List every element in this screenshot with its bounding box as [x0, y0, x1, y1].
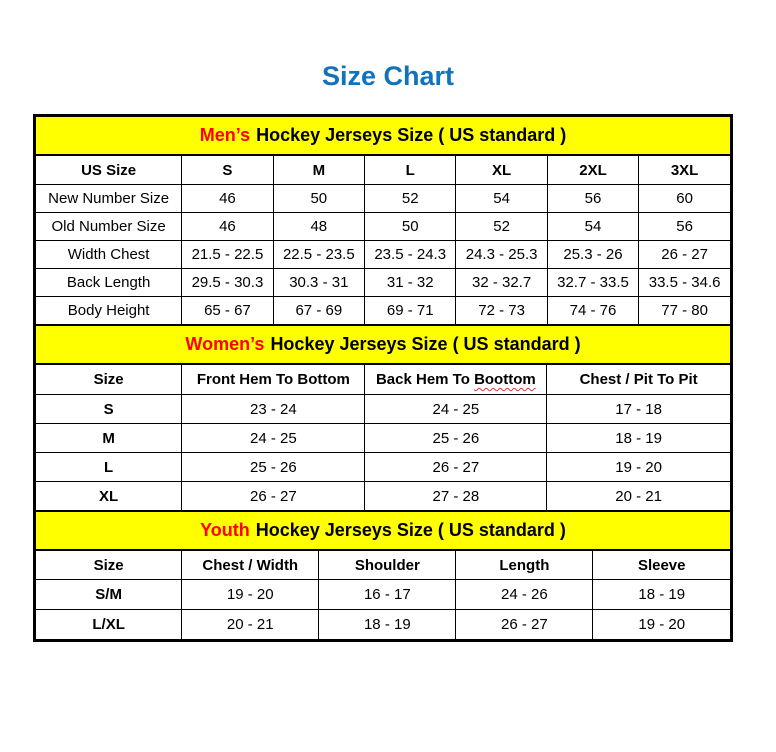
table-cell: 29.5 - 30.3 [182, 269, 273, 297]
table-cell: 24 - 26 [456, 580, 593, 610]
size-chart [33, 114, 733, 642]
column-header: Chest / Pit To Pit [547, 365, 730, 395]
table-cell: 54 [547, 213, 638, 241]
table-cell: 52 [456, 213, 547, 241]
column-header: Shoulder [319, 551, 456, 580]
mens-size-table [36, 156, 730, 324]
table-cell: 65 - 67 [182, 297, 273, 325]
womens-size-table [36, 365, 730, 510]
table-cell: 23 - 24 [182, 395, 365, 424]
column-header: 2XL [547, 156, 638, 185]
row-label: L [36, 453, 182, 482]
table-cell: 46 [182, 185, 273, 213]
table-cell: 26 - 27 [365, 453, 547, 482]
column-header-text: Back Hem To [375, 371, 470, 388]
column-header: M [273, 156, 364, 185]
table-cell: 60 [639, 185, 730, 213]
table-row [36, 610, 730, 640]
mens-section-title: Hockey Jerseys Size ( US standard ) [256, 125, 567, 145]
table-cell: 32 - 32.7 [456, 269, 547, 297]
row-label: S/M [36, 580, 182, 610]
table-header-row [36, 551, 730, 580]
womens-section-highlight: Women’s [185, 334, 265, 354]
column-header: US Size [36, 156, 182, 185]
row-label: L/XL [36, 610, 182, 640]
row-label: New Number Size [36, 185, 182, 213]
table-cell: 26 - 27 [182, 482, 365, 511]
table-row [36, 482, 730, 511]
table-cell: 22.5 - 23.5 [273, 241, 364, 269]
column-header: Sleeve [593, 551, 730, 580]
row-label: Old Number Size [36, 213, 182, 241]
table-cell: 20 - 21 [182, 610, 319, 640]
table-cell: 19 - 20 [593, 610, 730, 640]
column-header: L [365, 156, 456, 185]
table-header-row [36, 156, 730, 185]
row-label: S [36, 395, 182, 424]
table-row [36, 269, 730, 297]
table-cell: 16 - 17 [319, 580, 456, 610]
table-cell: 77 - 80 [639, 297, 730, 325]
table-row [36, 241, 730, 269]
table-cell: 50 [365, 213, 456, 241]
table-cell: 30.3 - 31 [273, 269, 364, 297]
table-cell: 48 [273, 213, 364, 241]
table-cell: 23.5 - 24.3 [365, 241, 456, 269]
column-header: 3XL [639, 156, 730, 185]
womens-section-title: Hockey Jerseys Size ( US standard ) [270, 334, 581, 354]
table-cell: 24 - 25 [182, 424, 365, 453]
table-cell: 24 - 25 [365, 395, 547, 424]
youth-section-highlight: Youth [200, 520, 250, 540]
table-cell: 46 [182, 213, 273, 241]
row-label: M [36, 424, 182, 453]
column-header: Length [456, 551, 593, 580]
youth-size-table [36, 551, 730, 639]
table-cell: 56 [639, 213, 730, 241]
table-header-row [36, 365, 730, 395]
misspelled-word: Boottom [474, 371, 536, 388]
table-cell: 74 - 76 [547, 297, 638, 325]
table-cell: 19 - 20 [182, 580, 319, 610]
row-label: XL [36, 482, 182, 511]
table-cell: 72 - 73 [456, 297, 547, 325]
table-row [36, 453, 730, 482]
table-cell: 26 - 27 [639, 241, 730, 269]
table-cell: 21.5 - 22.5 [182, 241, 273, 269]
column-header: Size [36, 365, 182, 395]
row-label: Width Chest [36, 241, 182, 269]
row-label: Body Height [36, 297, 182, 325]
table-cell: 24.3 - 25.3 [456, 241, 547, 269]
table-cell: 50 [273, 185, 364, 213]
table-cell: 20 - 21 [547, 482, 730, 511]
table-cell: 54 [456, 185, 547, 213]
womens-section-header [36, 324, 730, 365]
table-cell: 25 - 26 [365, 424, 547, 453]
column-header: S [182, 156, 273, 185]
table-row [36, 185, 730, 213]
table-cell: 17 - 18 [547, 395, 730, 424]
table-cell: 18 - 19 [547, 424, 730, 453]
table-cell: 18 - 19 [319, 610, 456, 640]
table-row [36, 395, 730, 424]
table-cell: 33.5 - 34.6 [639, 269, 730, 297]
table-cell: 69 - 71 [365, 297, 456, 325]
column-header: Size [36, 551, 182, 580]
table-cell: 25.3 - 26 [547, 241, 638, 269]
table-cell: 27 - 28 [365, 482, 547, 511]
column-header: Chest / Width [182, 551, 319, 580]
table-cell: 67 - 69 [273, 297, 364, 325]
column-header: Front Hem To Bottom [182, 365, 365, 395]
table-row [36, 213, 730, 241]
table-cell: 56 [547, 185, 638, 213]
table-row [36, 297, 730, 325]
table-cell: 31 - 32 [365, 269, 456, 297]
table-row [36, 580, 730, 610]
table-cell: 18 - 19 [593, 580, 730, 610]
column-header [365, 365, 547, 395]
table-cell: 52 [365, 185, 456, 213]
row-label: Back Length [36, 269, 182, 297]
mens-section-highlight: Men’s [199, 125, 251, 145]
table-cell: 32.7 - 33.5 [547, 269, 638, 297]
table-cell: 25 - 26 [182, 453, 365, 482]
page-title: Size Chart [321, 61, 455, 91]
table-cell: 26 - 27 [456, 610, 593, 640]
youth-section-title: Hockey Jerseys Size ( US standard ) [255, 520, 566, 540]
youth-section-header [36, 510, 730, 551]
table-cell: 19 - 20 [547, 453, 730, 482]
column-header: XL [456, 156, 547, 185]
table-row [36, 424, 730, 453]
mens-section-header [36, 117, 730, 156]
